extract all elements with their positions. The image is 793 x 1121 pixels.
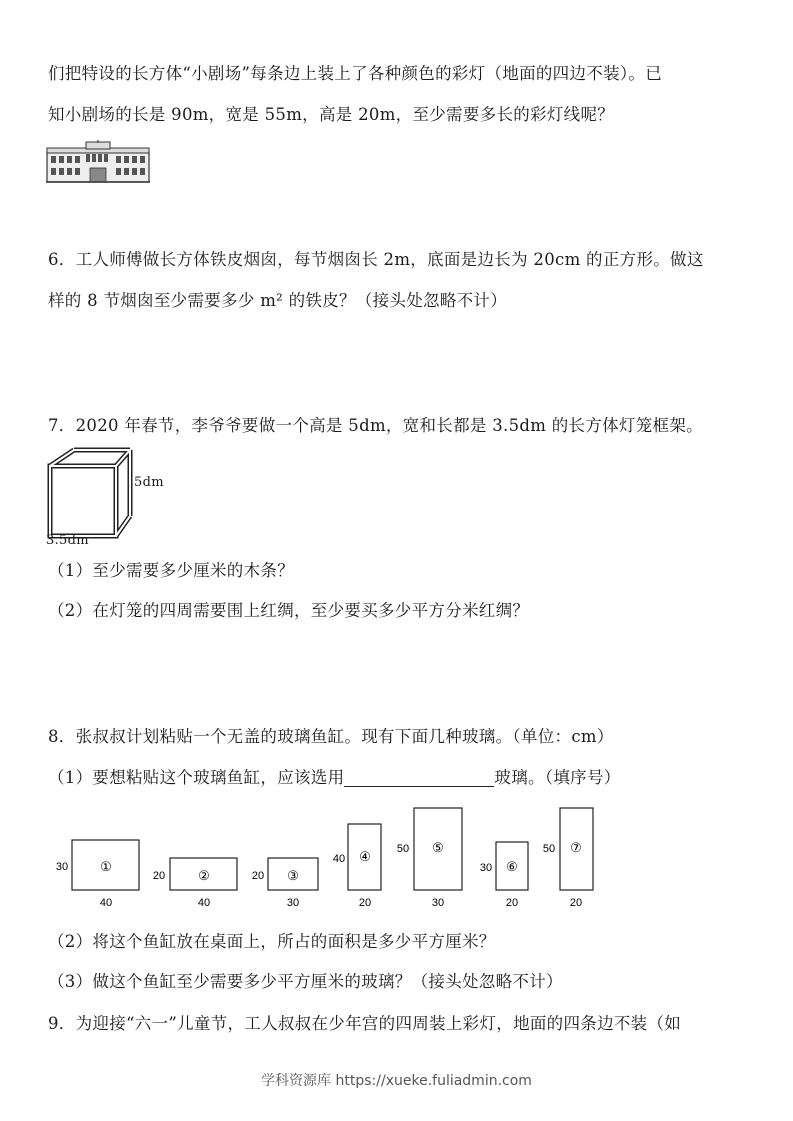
q6-text-line1: 6．工人师傅做长方体铁皮烟囱，每节烟囱长 2m，底面是边长为 20cm 的正方形。做这 (48, 250, 704, 269)
glass-pieces-diagram (50, 800, 610, 912)
glass-piece-2-bottom: 40 (197, 897, 211, 909)
glass-piece-4-number: ④ (359, 849, 371, 864)
glass-piece-3-number: ③ (287, 868, 299, 883)
glass-piece-3 (252, 858, 318, 909)
q7-sub1: （1）至少需要多少厘米的木条？ (48, 561, 294, 580)
answer-blank[interactable] (344, 768, 494, 787)
q8-text-line1: 8．张叔叔计划粘贴一个无盖的玻璃鱼缸。现有下面几种玻璃。（单位：cm） (48, 727, 614, 746)
glass-piece-4-side: 40 (332, 853, 346, 865)
glass-piece-2-number: ② (198, 868, 210, 883)
q8-sub1 (48, 764, 621, 788)
glass-piece-6 (480, 842, 528, 909)
glass-piece-4-bottom: 20 (358, 897, 372, 909)
q8-sub1-after: 玻璃。（填序号） (494, 768, 621, 787)
glass-piece-7-bottom: 20 (569, 897, 583, 909)
glass-piece-1-number: ① (100, 859, 112, 874)
q5-text-line2: 知小剧场的长是 90m，宽是 55m，高是 20m，至少需要多长的彩灯线呢？ (48, 105, 615, 124)
glass-piece-7-number: ⑦ (570, 840, 582, 855)
footer-watermark: 学科资源库 https://xueke.fuliadmin.com (261, 1073, 532, 1089)
q7-base-label: 3.5dm (46, 533, 89, 548)
glass-piece-1 (56, 840, 139, 909)
glass-piece-7 (543, 808, 593, 909)
q8-sub1-before: （1）要想粘贴这个玻璃鱼缸，应该选用 (48, 768, 345, 787)
q8-sub2: （2）将这个鱼缸放在桌面上，所占的面积是多少平方厘米？ (48, 932, 496, 951)
glass-piece-3-bottom: 30 (286, 897, 300, 909)
glass-piece-4 (333, 824, 381, 909)
q7-height-label: 5dm (134, 475, 164, 490)
glass-piece-3-side: 20 (251, 870, 265, 882)
glass-piece-6-bottom: 20 (505, 897, 519, 909)
glass-piece-5 (397, 808, 462, 909)
glass-piece-1-bottom: 40 (99, 897, 113, 909)
q9-text-line1: 9．为迎接“六一”儿童节，工人叔叔在少年宫的四周装上彩灯，地面的四条边不装（如 (48, 1014, 682, 1033)
q5-text-line1: 们把特设的长方体“小剧场”每条边上装上了各种颜色的彩灯（地面的四边不装）。已 (48, 64, 663, 83)
glass-piece-5-bottom: 30 (431, 897, 445, 909)
glass-piece-5-number: ⑤ (432, 840, 444, 855)
glass-piece-2-side: 20 (152, 870, 166, 882)
glass-piece-5-side: 50 (396, 843, 410, 855)
q7-sub2: （2）在灯笼的四周需要围上红绸，至少要买多少平方分米红绸？ (48, 601, 530, 620)
glass-piece-7-side: 50 (542, 843, 556, 855)
glass-piece-6-side: 30 (479, 862, 493, 874)
q8-sub3: （3）做这个鱼缸至少需要多少平方厘米的玻璃？（接头处忽略不计） (48, 972, 563, 991)
q6-text-line2: 样的 8 节烟囱至少需要多少 m² 的铁皮？（接头处忽略不计） (48, 291, 508, 310)
glass-piece-1-side: 30 (55, 861, 69, 873)
q7-text-line1: 7．2020 年春节，李爷爷要做一个高是 5dm，宽和长都是 3.5dm 的长方体灯笼框架。 (48, 416, 703, 435)
glass-piece-6-number: ⑥ (506, 859, 518, 874)
theater-building-image (46, 140, 150, 184)
glass-piece-2 (153, 858, 237, 909)
